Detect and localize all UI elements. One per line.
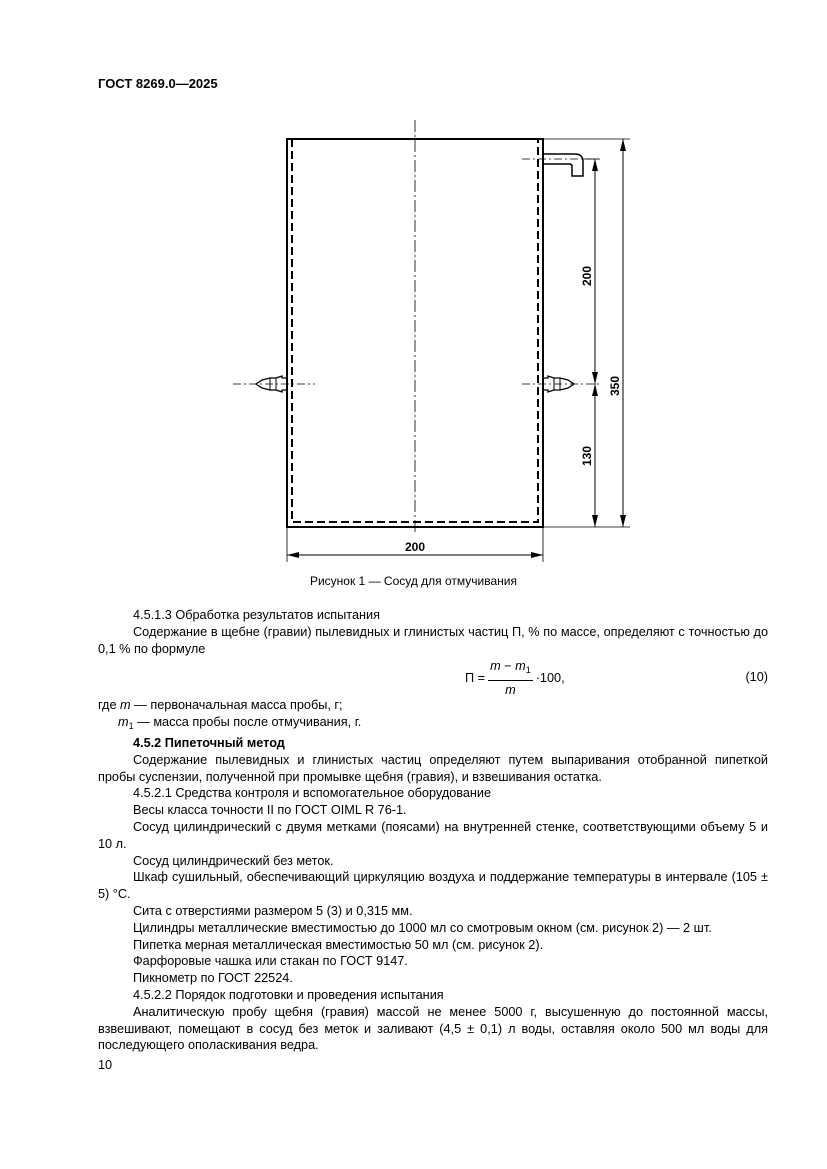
figure-caption: Рисунок 1 — Сосуд для отмучивания: [309, 574, 518, 588]
formula-numerator: $m - m_1$: [488, 658, 533, 681]
formula-lhs: П =: [465, 671, 486, 686]
equipment-item: Сосуд цилиндрический без меток.: [133, 853, 334, 868]
formula-denominator: m: [505, 683, 516, 698]
section-4513-paragraph: Содержание в щебне (гравии) пылевидных и глинистых частиц П, % по массе, определяют с точностью до 0,1 % по формуле: [98, 624, 768, 656]
equipment-item: Фарфоровые чашка или стакан по ГОСТ 9147.: [133, 954, 408, 969]
formula-tail: ·100,: [535, 671, 565, 686]
formula-fraction: [488, 658, 533, 699]
dimension-label-200-top: 200: [580, 265, 594, 287]
right-tap: [522, 376, 600, 392]
equipment-item: Пикнометр по ГОСТ 22524.: [133, 971, 293, 986]
dimension-label-200-bottom: 200: [404, 540, 426, 554]
section-4513-title: 4.5.1.3 Обработка результатов испытания: [133, 608, 380, 622]
dimension-350-vertical: [608, 139, 626, 527]
equipment-item: Весы класса точности II по ГОСТ OIML R 76-1.: [133, 803, 407, 818]
section-452-paragraph: Содержание пылевидных и глинистых частиц определяют путем выпаривания отобранной пипеткой пробы суспензии, полученной при промывке щебня (гравия), и взвешивания остатка.: [98, 752, 768, 784]
dimension-130-vertical: [580, 384, 598, 527]
document-header: ГОСТ 8269.0—2025: [98, 76, 218, 91]
equipment-item: Цилиндры металлические вместимостью до 1000 мл со смотровым окном (см. рисунок 2) — 2 шт.: [133, 920, 712, 935]
equipment-item: Сосуд цилиндрический с двумя метками (поясами) на внутренней стенке, соответствующими объему 5 и 10 л.: [98, 819, 768, 851]
left-tap: [233, 376, 315, 392]
page-number: 10: [98, 1058, 113, 1072]
formula-10: [98, 657, 768, 697]
section-4522-paragraph: Аналитическую пробу щебня (гравия) массой не менее 5000 г, высушенную до постоянной массы, взвешивают, помещают в сосуд без меток и заливают (4,5 ± 0,1) л воды, оставляя около 500 мл воды для последующего ополаскивания ведра.: [98, 1004, 768, 1053]
equipment-item: Сита с отверстиями размером 5 (3) и 0,315 мм.: [133, 903, 413, 918]
formula-number: (10): [745, 670, 768, 685]
section-4522-title: 4.5.2.2 Порядок подготовки и проведения испытания: [133, 987, 444, 1002]
dimension-200-vertical: [580, 159, 598, 384]
dimension-label-130: 130: [580, 445, 594, 467]
equipment-item: Шкаф сушильный, обеспечивающий циркуляцию воздуха и поддержание температуры в интервале (105 ± 5) °С.: [98, 870, 768, 902]
section-452-title: 4.5.2 Пипеточный метод: [133, 735, 285, 750]
dimension-200-horizontal: [287, 540, 543, 558]
where-m1: $m_1$ — масса пробы после отмучивания, г.: [118, 715, 362, 732]
section-4521-title: 4.5.2.1 Средства контроля и вспомогательное оборудование: [133, 786, 492, 801]
equipment-item: Пипетка мерная металлическая вместимостью 50 мл (см. рисунок 2).: [133, 937, 544, 952]
overflow-spout: [543, 154, 583, 176]
where-m: где m — первоначальная масса пробы, г;: [98, 698, 343, 713]
formula-expression: [465, 658, 565, 699]
dimension-label-350: 350: [608, 375, 622, 397]
document-body: [98, 607, 768, 1054]
